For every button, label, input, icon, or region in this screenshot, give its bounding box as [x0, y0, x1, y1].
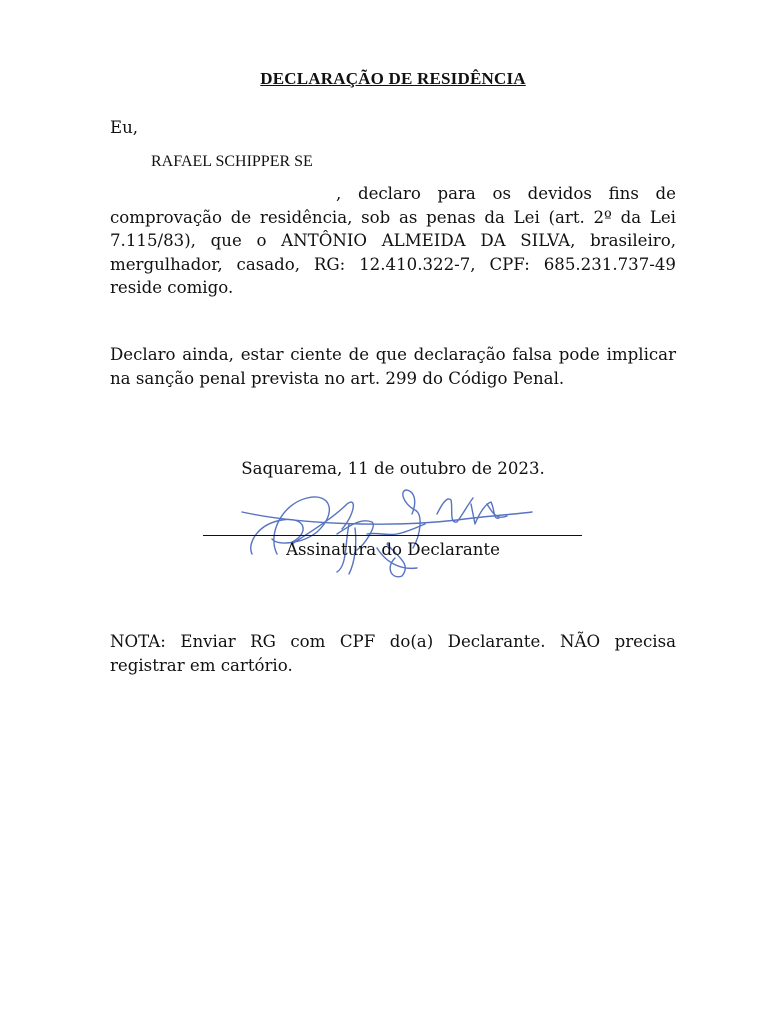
- signature-label: Assinatura do Declarante: [286, 540, 500, 559]
- greeting: Eu,: [110, 118, 139, 137]
- awareness-paragraph: Declaro ainda, estar ciente de que declaração falsa pode implicar na sanção penal prevista no art. 299 do Código Penal.: [110, 345, 676, 388]
- declarant-name: RAFAEL SCHIPPER SE: [151, 153, 313, 170]
- document-title: DECLARAÇÃO DE RESIDÊNCIA: [260, 69, 526, 88]
- declaration-text: , declaro para os devidos fins de comprovação de residência, sob as penas da Lei (art. 2º da Lei 7.115/83), que o ANTÔNIO ALMEIDA DA SILVA, brasileiro, mergulhador, casado, RG: 12.410.322-7, CPF: 685.231.737-49 reside comigo.: [110, 184, 676, 298]
- note-paragraph: NOTA: Enviar RG com CPF do(a) Declarante. NÃO precisa registrar em cartório.: [110, 632, 676, 675]
- declaration-paragraph: [110, 182, 676, 300]
- signature-line: [203, 535, 582, 536]
- handwritten-signature: [237, 484, 535, 578]
- place-date: Saquarema, 11 de outubro de 2023.: [241, 459, 545, 478]
